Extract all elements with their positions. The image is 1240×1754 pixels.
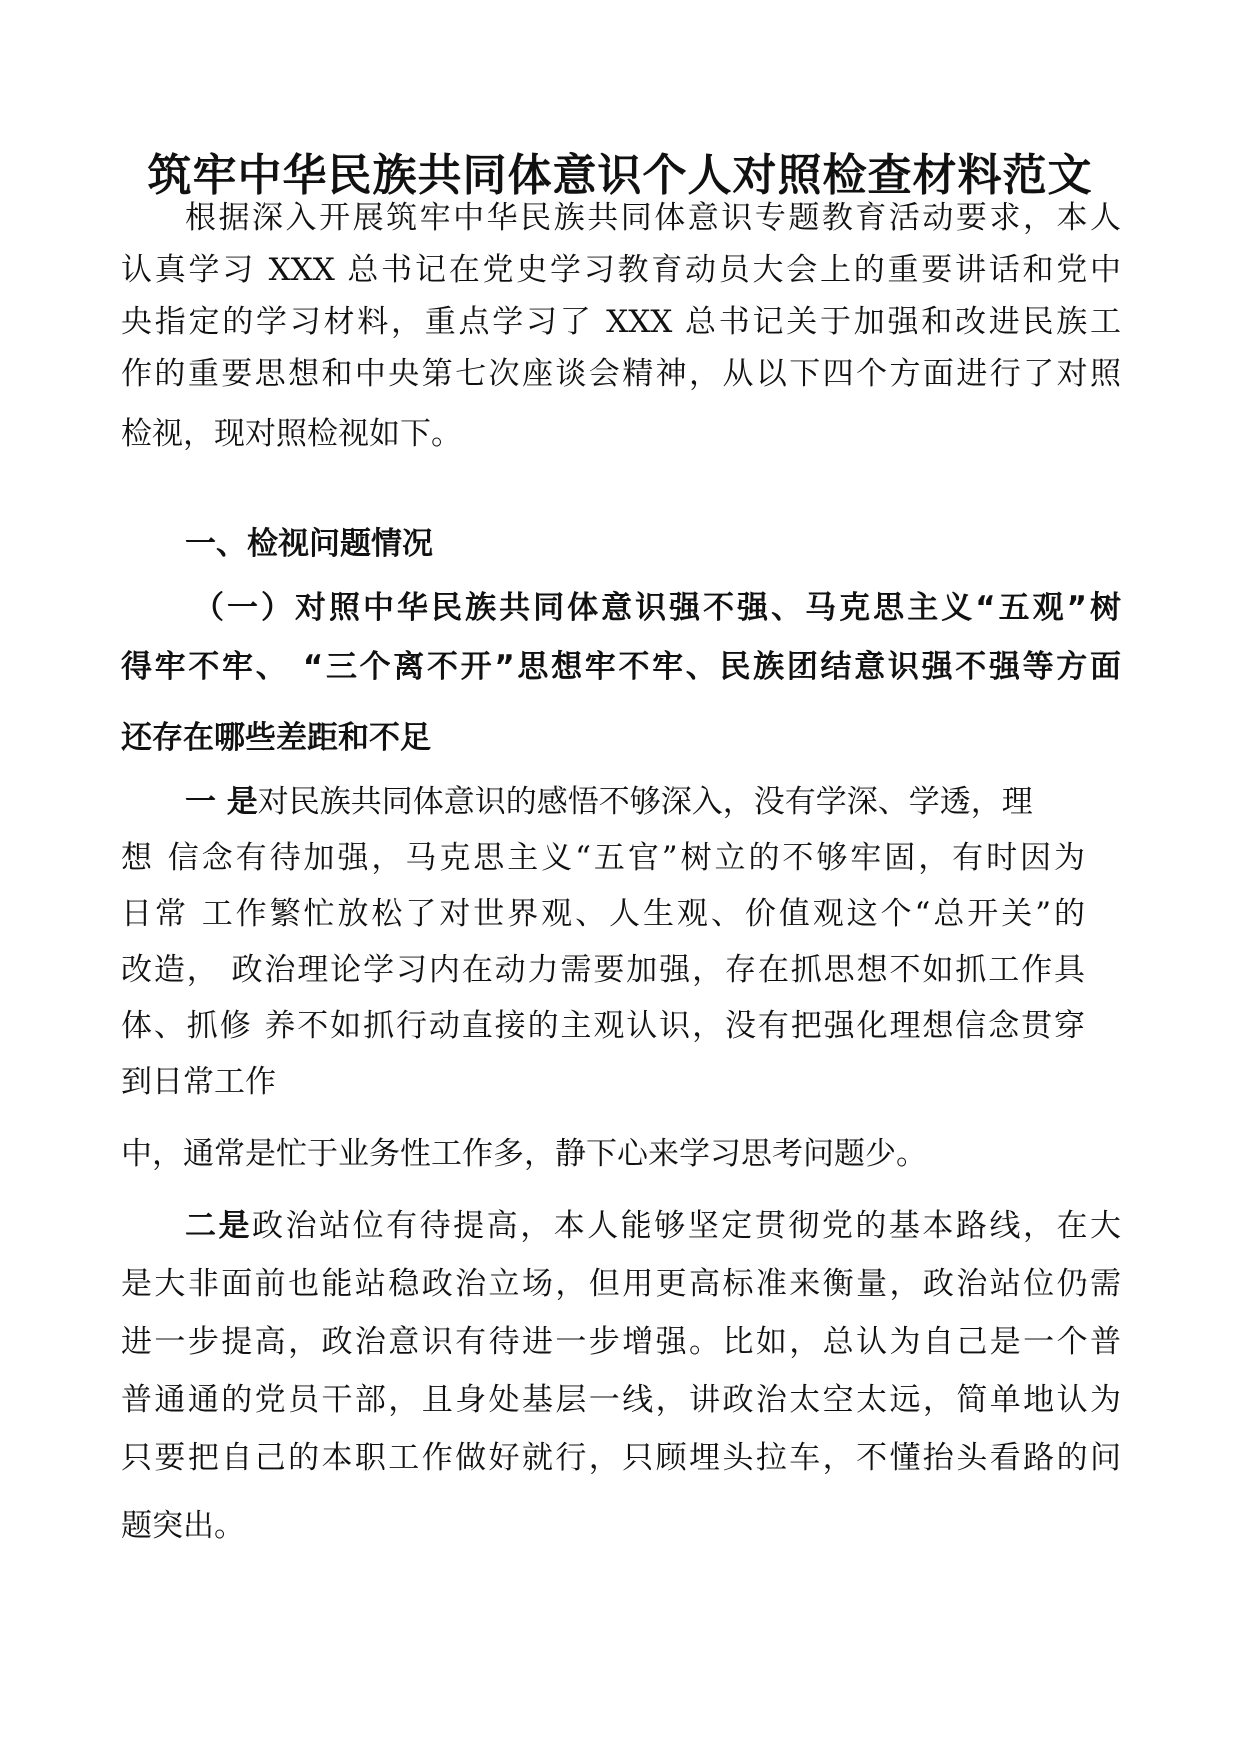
subheading-line: 得牢不牢、 “三个离不开”思想牢不牢、民族团结意识强不强等方面: [121, 649, 1121, 685]
subheading-line: 还存在哪些差距和不足: [121, 720, 431, 756]
item2-line: 进一步提高，政治意识有待进一步增强。比如，总认为自己是一个普: [121, 1324, 1121, 1360]
intro-line: 认真学习 XXX 总书记在党史学习教育动员大会上的重要讲话和党中: [121, 252, 1121, 288]
document-title: 筑牢中华民族共同体意识个人对照检查材料范文: [147, 150, 1093, 201]
item1-line: 日常 工作繁忙放松了对世界观、人生观、价值观这个“总开关”的: [121, 896, 1085, 932]
item1-line: 到日常工作: [121, 1064, 276, 1100]
item2-first-text: 政治站位有待提高，本人能够坚定贯彻党的基本路线，在大: [252, 1208, 1122, 1244]
item2-label: 二是: [185, 1208, 253, 1244]
intro-line: 根据深入开展筑牢中华民族共同体意识专题教育活动要求，本人: [185, 200, 1121, 236]
item2-line: 是大非面前也能站稳政治立场，但用更高标准来衡量，政治站位仍需: [121, 1266, 1121, 1302]
section-heading: 一、检视问题情况: [185, 526, 433, 562]
item2-line: 普通通的党员干部，且身处基层一线，讲政治太空太远，简单地认为: [121, 1382, 1121, 1418]
subheading-line: （一）对照中华民族共同体意识强不强、马克思主义“五观”树: [193, 590, 1121, 626]
item1-line: 改造， 政治理论学习内在动力需要加强，存在抓思想不如抓工作具: [121, 952, 1085, 988]
intro-line: 央指定的学习材料，重点学习了 XXX 总书记关于加强和改进民族工: [121, 304, 1121, 340]
item2-line: 只要把自己的本职工作做好就行，只顾埋头拉车，不懂抬头看路的问: [121, 1440, 1121, 1476]
item1-first-text: 对民族共同体意识的感悟不够深入，没有学深、学透，理: [257, 784, 1033, 820]
item1-label: 一 是: [185, 784, 258, 820]
item1-line: 想 信念有待加强，马克思主义“五官”树立的不够牢固，有时因为: [121, 840, 1085, 876]
intro-line: 作的重要思想和中央第七次座谈会精神，从以下四个方面进行了对照: [121, 356, 1121, 392]
intro-line: 检视，现对照检视如下。: [121, 416, 462, 452]
item1-first-line: [185, 780, 1085, 824]
item1-line: 体、抓修 养不如抓行动直接的主观认识，没有把强化理想信念贯穿: [121, 1008, 1085, 1044]
item1-line: 中，通常是忙于业务性工作多，静下心来学习思考问题少。: [121, 1136, 927, 1172]
item2-first-line: [185, 1204, 1121, 1248]
item2-line: 题突出。: [121, 1508, 245, 1544]
